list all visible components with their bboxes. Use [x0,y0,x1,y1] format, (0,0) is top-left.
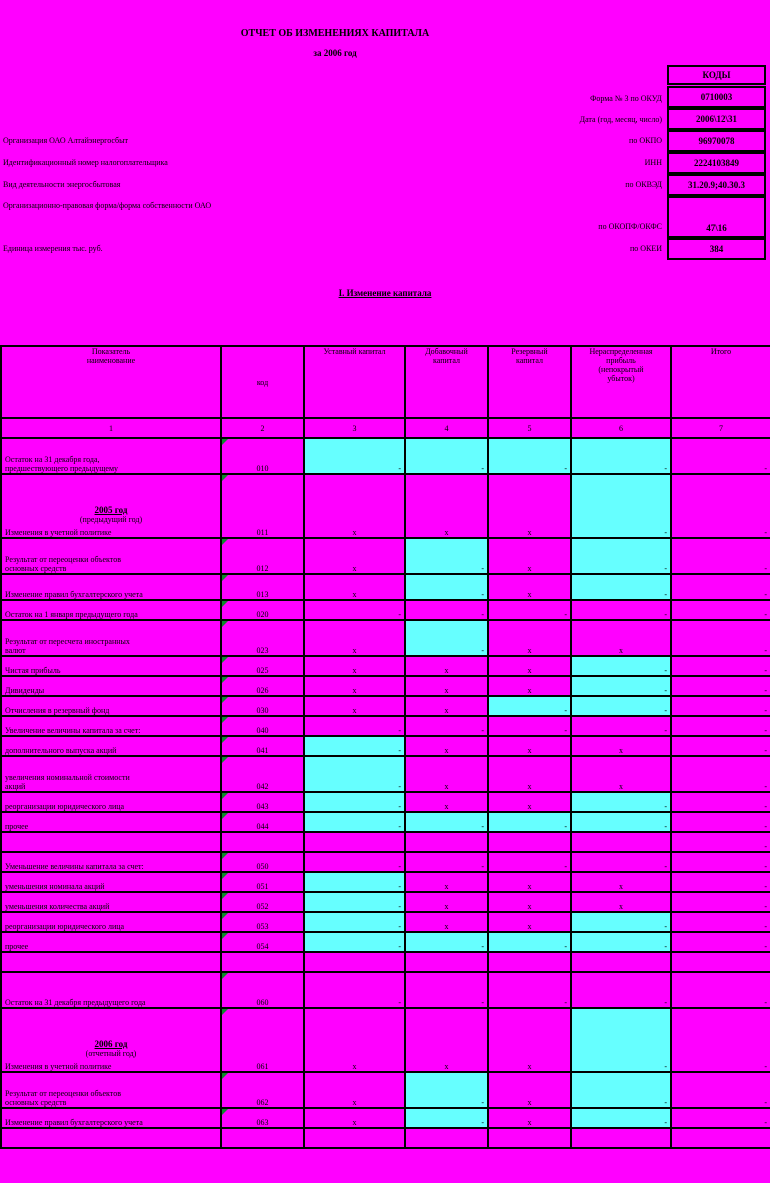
value-cell [304,952,405,972]
value-cell[interactable]: - [405,1108,488,1128]
value-cell[interactable]: - [405,574,488,600]
indicator-name: Дивиденды [1,676,221,696]
value-cell: - [304,972,405,1008]
value-cell: - [304,716,405,736]
value-cell: x [571,872,671,892]
value-cell: x [488,620,571,656]
indicator-name: 2005 год (предыдущий год) Изменения в учетной политике [1,474,221,538]
indicator-name: Уменьшение величины капитала за счет: [1,852,221,872]
column-number: 4 [405,418,488,438]
table-row [1,912,770,932]
indicator-name: Результат от переоценки объектов основных средств [1,1072,221,1108]
row-code [221,832,304,852]
table-row [1,1108,770,1128]
table-row [1,972,770,1008]
indicator-name: Изменение правил бухгалтерского учета [1,1108,221,1128]
value-cell [571,952,671,972]
indicator-name [1,832,221,852]
row-code: 041 [221,736,304,756]
table-row [1,600,770,620]
value-cell: - [671,1108,770,1128]
value-cell[interactable]: - [304,912,405,932]
inn-code: 2224103849 [667,152,766,174]
column-header: Итого [671,346,770,418]
column-number-row [1,418,770,438]
value-cell: - [671,656,770,676]
okei-label: по ОКЕИ [629,244,662,253]
okei-code: 384 [667,238,766,260]
row-code: 025 [221,656,304,676]
value-cell[interactable]: - [488,932,571,952]
value-cell[interactable]: - [571,538,671,574]
value-cell[interactable]: - [571,1108,671,1128]
table-row [1,736,770,756]
value-cell: - [488,972,571,1008]
year-sublabel: (предыдущий год) [79,515,143,524]
inn-label: ИНН [644,158,662,167]
year-label: 2005 год [94,505,128,515]
value-cell [571,1128,671,1148]
indicator-name: увеличения номинальной стоимости акций [1,756,221,792]
table-row [1,474,770,538]
value-cell: - [671,574,770,600]
row-code: 042 [221,756,304,792]
row-code [221,952,304,972]
value-cell[interactable]: - [304,438,405,474]
value-cell: - [671,716,770,736]
value-cell: x [405,736,488,756]
value-cell: x [571,756,671,792]
row-code: 044 [221,812,304,832]
value-cell[interactable]: - [304,812,405,832]
value-cell: x [304,620,405,656]
value-cell[interactable]: - [304,792,405,812]
value-cell[interactable]: - [571,474,671,538]
value-cell: - [488,852,571,872]
value-cell: x [304,1072,405,1108]
value-cell[interactable]: - [304,932,405,952]
indicator-name: уменьшения номинала акций [1,872,221,892]
value-cell: x [571,892,671,912]
value-cell: - [488,716,571,736]
value-cell: - [671,600,770,620]
column-header: Нераспределенная прибыль (непокрытый убыток) [571,346,671,418]
value-cell: - [304,852,405,872]
table-row [1,676,770,696]
date-label: Дата (год, месяц, число) [579,115,662,124]
table-row [1,792,770,812]
indicator-name: 2006 год (отчетный год) Изменения в учетной политике [1,1008,221,1072]
value-cell: x [304,656,405,676]
row-code: 052 [221,892,304,912]
form-code: 0710003 [667,86,766,108]
column-number: 5 [488,418,571,438]
indicator-name: Изменение правил бухгалтерского учета [1,574,221,600]
row-code: 040 [221,716,304,736]
table-row [1,656,770,676]
table-row [1,716,770,736]
value-cell: x [488,1072,571,1108]
value-cell[interactable]: - [571,656,671,676]
row-code: 011 [221,474,304,538]
value-cell: x [304,574,405,600]
table-row [1,952,770,972]
value-cell: x [405,892,488,912]
table-row [1,696,770,716]
table-row [1,1072,770,1108]
value-cell[interactable]: - [571,1008,671,1072]
value-cell: x [405,792,488,812]
value-cell[interactable]: - [405,932,488,952]
value-cell: x [304,1108,405,1128]
value-cell: - [671,812,770,832]
taxpayer-label: Идентификационный номер налогоплательщика [3,158,168,167]
indicator-name: Чистая прибыль [1,656,221,676]
value-cell[interactable]: - [571,932,671,952]
value-cell: x [488,792,571,812]
table-row [1,538,770,574]
value-cell: x [405,1008,488,1072]
value-cell: - [671,736,770,756]
value-cell: x [488,892,571,912]
value-cell: - [571,600,671,620]
value-cell: x [488,538,571,574]
value-cell[interactable]: - [571,1072,671,1108]
value-cell: x [488,574,571,600]
row-code: 062 [221,1072,304,1108]
column-number: 6 [571,418,671,438]
value-cell[interactable]: - [571,438,671,474]
report-title: ОТЧЕТ ОБ ИЗМЕНЕНИЯХ КАПИТАЛА [240,28,430,39]
value-cell[interactable]: - [571,912,671,932]
value-cell [671,952,770,972]
value-cell: - [571,972,671,1008]
table-row [1,574,770,600]
value-cell: x [304,676,405,696]
capital-changes-table [0,345,770,1149]
value-cell: x [488,676,571,696]
value-cell: x [488,474,571,538]
table-row [1,620,770,656]
value-cell: - [671,538,770,574]
table-row [1,812,770,832]
value-cell: x [488,736,571,756]
year-sublabel: (отчетный год) [85,1049,137,1058]
value-cell: - [671,676,770,696]
value-cell[interactable]: - [405,812,488,832]
value-cell: - [671,912,770,932]
value-cell: x [304,538,405,574]
value-cell: x [488,656,571,676]
row-code: 010 [221,438,304,474]
value-cell[interactable]: - [571,792,671,812]
row-code: 030 [221,696,304,716]
indicator-name: реорганизации юридического лица [1,792,221,812]
okpo-label: по ОКПО [629,136,662,145]
column-number: 7 [671,418,770,438]
value-cell: x [405,656,488,676]
value-cell[interactable]: - [488,696,571,716]
value-cell: - [488,600,571,620]
value-cell [488,952,571,972]
value-cell: x [304,1008,405,1072]
value-cell: - [671,872,770,892]
value-cell: - [671,852,770,872]
row-code: 051 [221,872,304,892]
value-cell: - [671,620,770,656]
value-cell: - [405,852,488,872]
indicator-name: прочее [1,812,221,832]
value-cell: - [671,972,770,1008]
row-code [221,1128,304,1148]
row-code: 013 [221,574,304,600]
value-cell: x [488,872,571,892]
table-row [1,1008,770,1072]
value-cell: - [571,852,671,872]
form-label: Форма № 3 по ОКУД [590,94,662,103]
value-cell: - [405,716,488,736]
value-cell [488,1128,571,1148]
row-code: 063 [221,1108,304,1128]
value-cell: x [405,696,488,716]
value-cell: x [405,474,488,538]
value-cell [304,1128,405,1148]
value-cell [405,832,488,852]
date-code: 2006\12\31 [667,108,766,130]
row-code: 060 [221,972,304,1008]
value-cell: - [405,972,488,1008]
table-header-row [1,346,770,418]
value-cell: - [671,892,770,912]
section-title: I. Изменение капитала [338,288,432,298]
value-cell: x [405,872,488,892]
value-cell: - [671,832,770,852]
organization-label: Организация ОАО Алтайэнергосбыт [3,136,128,145]
table-row [1,438,770,474]
indicator-name: Остаток на 31 декабря предыдущего года [1,972,221,1008]
table-row [1,892,770,912]
table-row [1,852,770,872]
value-cell[interactable]: - [488,438,571,474]
table-row [1,832,770,852]
value-cell[interactable]: - [405,1072,488,1108]
row-code: 053 [221,912,304,932]
value-cell [304,832,405,852]
value-cell[interactable]: - [304,756,405,792]
row-code: 012 [221,538,304,574]
indicator-name: Результат от переоценки объектов основных средств [1,538,221,574]
value-cell: - [671,932,770,952]
row-code: 020 [221,600,304,620]
value-cell: - [671,756,770,792]
table-row [1,932,770,952]
value-cell[interactable]: - [571,676,671,696]
value-cell [405,952,488,972]
table-row [1,872,770,892]
row-code: 054 [221,932,304,952]
value-cell[interactable]: - [571,696,671,716]
value-cell: - [671,696,770,716]
report-period: за 2006 год [313,48,357,58]
value-cell [671,1128,770,1148]
value-cell[interactable]: - [571,812,671,832]
row-code: 023 [221,620,304,656]
table-row [1,756,770,792]
indicator-name: дополнительного выпуска акций [1,736,221,756]
value-cell: - [671,1072,770,1108]
value-cell[interactable]: - [304,872,405,892]
value-cell: x [571,736,671,756]
value-cell: x [304,474,405,538]
value-cell: x [304,696,405,716]
value-cell [488,832,571,852]
value-cell[interactable]: - [488,812,571,832]
okpo-code: 96970078 [667,130,766,152]
value-cell: x [488,756,571,792]
column-number: 1 [1,418,221,438]
value-cell[interactable]: - [304,892,405,912]
value-cell: - [571,716,671,736]
value-cell[interactable]: - [405,620,488,656]
table-row [1,1128,770,1148]
indicator-name: Остаток на 1 января предыдущего года [1,600,221,620]
indicator-name: Результат от пересчета иностранных валют [1,620,221,656]
indicator-name [1,952,221,972]
okved-code: 31.20.9;40.30.3 [667,174,766,196]
indicator-name [1,1128,221,1148]
indicator-name: реорганизации юридического лица [1,912,221,932]
value-cell: x [405,912,488,932]
value-cell[interactable]: - [405,438,488,474]
row-code: 061 [221,1008,304,1072]
row-code: 026 [221,676,304,696]
legal-form-label: Организационно-правовая форма/форма собственности ОАО [3,201,212,210]
value-cell: x [488,1108,571,1128]
value-cell: x [488,1008,571,1072]
row-code: 050 [221,852,304,872]
value-cell: x [571,620,671,656]
codes-header: КОДЫ [667,65,766,85]
unit-label: Единица измерения тыс. руб. [3,244,103,253]
activity-label: Вид деятельности энергосбытовая [3,180,121,189]
value-cell: x [405,676,488,696]
value-cell[interactable]: - [304,736,405,756]
value-cell: x [488,912,571,932]
value-cell: - [405,600,488,620]
column-number: 3 [304,418,405,438]
value-cell[interactable]: - [405,538,488,574]
value-cell: - [671,438,770,474]
okopf-code: 47\16 [667,196,766,238]
value-cell [405,1128,488,1148]
column-header: Показатель наименование [1,346,221,418]
column-header: Уставный капитал [304,346,405,418]
indicator-name: уменьшения количества акций [1,892,221,912]
column-header: код [221,346,304,418]
value-cell: - [304,600,405,620]
value-cell: x [405,756,488,792]
value-cell [571,832,671,852]
okved-label: по ОКВЭД [625,180,662,189]
value-cell: - [671,1008,770,1072]
value-cell: - [671,792,770,812]
value-cell[interactable]: - [571,574,671,600]
value-cell: - [671,474,770,538]
column-header: Резервный капитал [488,346,571,418]
column-header: Добавочный капитал [405,346,488,418]
okopf-label: по ОКОПФ/ОКФС [598,222,662,231]
indicator-name: Отчисления в резервный фонд [1,696,221,716]
indicator-name: Увеличение величины капитала за счет: [1,716,221,736]
indicator-name: прочее [1,932,221,952]
row-code: 043 [221,792,304,812]
column-number: 2 [221,418,304,438]
year-label: 2006 год [94,1039,128,1049]
indicator-name: Остаток на 31 декабря года, предшествующего предыдущему [1,438,221,474]
